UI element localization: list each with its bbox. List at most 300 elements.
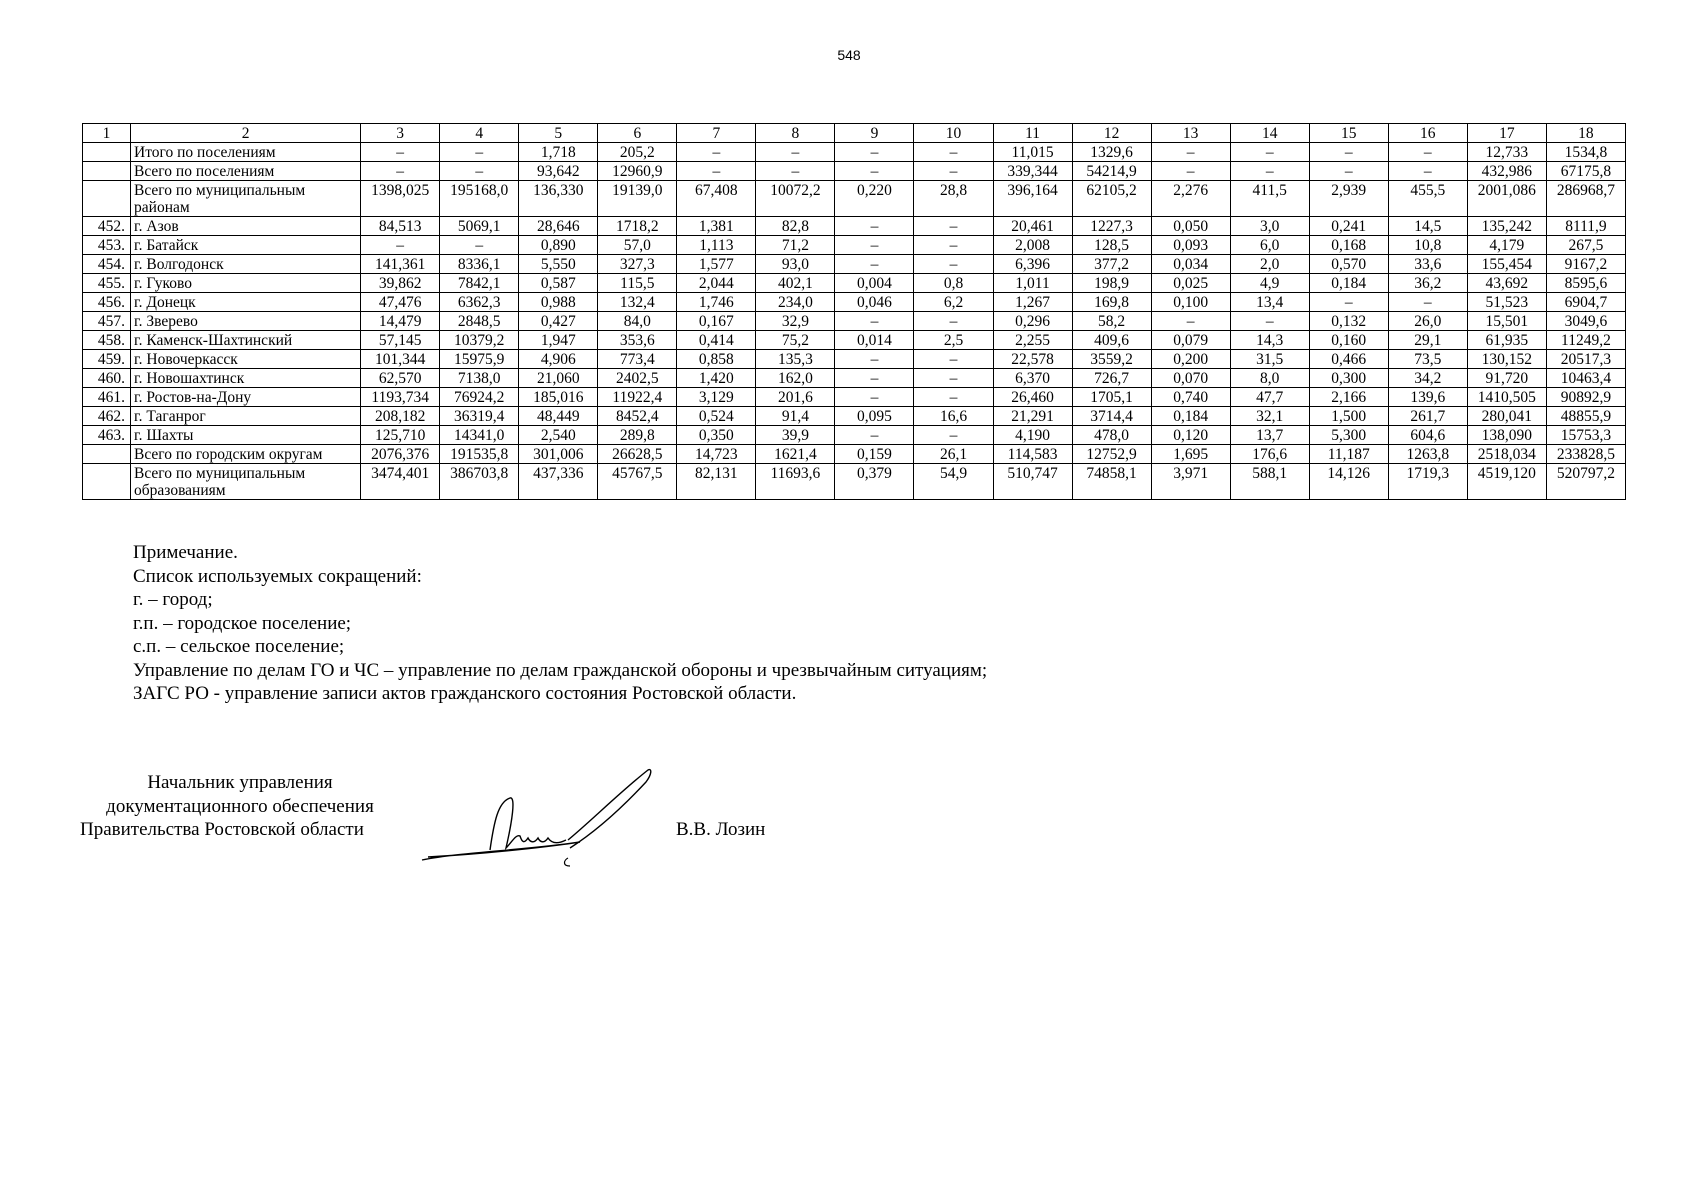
abbreviation-item: Управление по делам ГО и ЧС – управление по делам гражданской обороны и чрезвычайным ситуациям; (133, 659, 988, 681)
value-cell: 47,7 (1230, 388, 1309, 407)
row-number-cell: 453. (83, 236, 131, 255)
value-cell: 3714,4 (1072, 407, 1151, 426)
table-row (83, 162, 1626, 181)
row-name-cell: г. Новошахтинск (131, 369, 361, 388)
value-cell: 208,182 (361, 407, 440, 426)
value-cell: 6,2 (914, 293, 993, 312)
value-cell: 9167,2 (1546, 255, 1625, 274)
row-name-cell: Всего по муниципальным образованиям (131, 464, 361, 500)
value-cell: 6,0 (1230, 236, 1309, 255)
value-cell: 6904,7 (1546, 293, 1625, 312)
value-cell: 73,5 (1388, 350, 1467, 369)
value-cell: 0,570 (1309, 255, 1388, 274)
row-number-cell (83, 162, 131, 181)
value-cell: – (1230, 143, 1309, 162)
value-cell: 0,466 (1309, 350, 1388, 369)
value-cell: 15,501 (1467, 312, 1546, 331)
table-row (83, 388, 1626, 407)
value-cell: – (835, 388, 914, 407)
value-cell: 0,050 (1151, 217, 1230, 236)
value-cell: 604,6 (1388, 426, 1467, 445)
value-cell: 234,0 (756, 293, 835, 312)
value-cell: 0,132 (1309, 312, 1388, 331)
value-cell: 132,4 (598, 293, 677, 312)
table-row (83, 143, 1626, 162)
value-cell: 353,6 (598, 331, 677, 350)
value-cell: 13,7 (1230, 426, 1309, 445)
row-number-cell: 455. (83, 274, 131, 293)
column-number-header: 2 (131, 124, 361, 143)
value-cell: 130,152 (1467, 350, 1546, 369)
value-cell: – (361, 236, 440, 255)
value-cell: 0,858 (677, 350, 756, 369)
value-cell: 75,2 (756, 331, 835, 350)
value-cell: 26,1 (914, 445, 993, 464)
value-cell: – (914, 255, 993, 274)
value-cell: 36,2 (1388, 274, 1467, 293)
value-cell: 261,7 (1388, 407, 1467, 426)
value-cell: 2076,376 (361, 445, 440, 464)
column-number-header: 13 (1151, 124, 1230, 143)
row-name-cell: Всего по муниципальным районам (131, 181, 361, 217)
value-cell: 67,408 (677, 181, 756, 217)
value-cell: 1,113 (677, 236, 756, 255)
value-cell: – (677, 143, 756, 162)
value-cell: 91,4 (756, 407, 835, 426)
table-row (83, 445, 1626, 464)
value-cell: 0,014 (835, 331, 914, 350)
value-cell: 29,1 (1388, 331, 1467, 350)
row-number-cell: 456. (83, 293, 131, 312)
value-cell: 0,167 (677, 312, 756, 331)
value-cell: 36319,4 (440, 407, 519, 426)
value-cell: 135,242 (1467, 217, 1546, 236)
column-number-header: 6 (598, 124, 677, 143)
value-cell: 12752,9 (1072, 445, 1151, 464)
value-cell: 128,5 (1072, 236, 1151, 255)
value-cell: 0,988 (519, 293, 598, 312)
value-cell: 169,8 (1072, 293, 1151, 312)
value-cell: 2402,5 (598, 369, 677, 388)
value-cell: 0,296 (993, 312, 1072, 331)
value-cell: 432,986 (1467, 162, 1546, 181)
value-cell: – (440, 236, 519, 255)
value-cell: 8452,4 (598, 407, 677, 426)
value-cell: 185,016 (519, 388, 598, 407)
value-cell: 411,5 (1230, 181, 1309, 217)
value-cell: 2001,086 (1467, 181, 1546, 217)
value-cell: – (677, 162, 756, 181)
value-cell: 7138,0 (440, 369, 519, 388)
value-cell: 39,9 (756, 426, 835, 445)
value-cell: 4,9 (1230, 274, 1309, 293)
row-number-cell: 452. (83, 217, 131, 236)
value-cell: 0,046 (835, 293, 914, 312)
value-cell: 3474,401 (361, 464, 440, 500)
notes-subtitle: Список используемых сокращений: (133, 565, 422, 587)
row-number-cell: 457. (83, 312, 131, 331)
value-cell: 138,090 (1467, 426, 1546, 445)
value-cell: – (1388, 143, 1467, 162)
value-cell: 15975,9 (440, 350, 519, 369)
value-cell: – (361, 143, 440, 162)
value-cell: 12,733 (1467, 143, 1546, 162)
value-cell: 301,006 (519, 445, 598, 464)
value-cell: 84,513 (361, 217, 440, 236)
value-cell: 289,8 (598, 426, 677, 445)
table-row (83, 217, 1626, 236)
value-cell: 1,420 (677, 369, 756, 388)
row-name-cell: г. Гуково (131, 274, 361, 293)
value-cell: 48,449 (519, 407, 598, 426)
value-cell: 1398,025 (361, 181, 440, 217)
column-number-header: 3 (361, 124, 440, 143)
row-name-cell: г. Ростов-на-Дону (131, 388, 361, 407)
value-cell: – (914, 162, 993, 181)
value-cell: 726,7 (1072, 369, 1151, 388)
table-row (83, 369, 1626, 388)
position-line: Начальник управления (147, 772, 333, 793)
value-cell: 8111,9 (1546, 217, 1625, 236)
notes-title: Примечание. (133, 542, 238, 563)
value-cell: 139,6 (1388, 388, 1467, 407)
column-number-header: 16 (1388, 124, 1467, 143)
value-cell: 0,350 (677, 426, 756, 445)
abbreviation-item: г. – город; (133, 589, 213, 610)
value-cell: 478,0 (1072, 426, 1151, 445)
value-cell: 54,9 (914, 464, 993, 500)
value-cell: – (1388, 162, 1467, 181)
value-cell: 0,100 (1151, 293, 1230, 312)
row-name-cell: г. Зверево (131, 312, 361, 331)
value-cell: 773,4 (598, 350, 677, 369)
value-cell: 198,9 (1072, 274, 1151, 293)
column-number-header: 9 (835, 124, 914, 143)
row-number-cell: 462. (83, 407, 131, 426)
table-body (83, 124, 1626, 500)
column-number-header: 7 (677, 124, 756, 143)
abbreviation-item: с.п. – сельское поселение; (133, 636, 345, 657)
value-cell: 39,862 (361, 274, 440, 293)
value-cell: – (914, 312, 993, 331)
value-cell: 1263,8 (1388, 445, 1467, 464)
value-cell: 8595,6 (1546, 274, 1625, 293)
value-cell: 1,718 (519, 143, 598, 162)
value-cell: 11922,4 (598, 388, 677, 407)
value-cell: 339,344 (993, 162, 1072, 181)
value-cell: 15753,3 (1546, 426, 1625, 445)
value-cell: 1410,505 (1467, 388, 1546, 407)
value-cell: – (835, 236, 914, 255)
column-number-header: 5 (519, 124, 598, 143)
value-cell: 54214,9 (1072, 162, 1151, 181)
value-cell: 0,168 (1309, 236, 1388, 255)
value-cell: – (1309, 293, 1388, 312)
value-cell: 16,6 (914, 407, 993, 426)
value-cell: – (756, 143, 835, 162)
value-cell: – (835, 369, 914, 388)
value-cell: 510,747 (993, 464, 1072, 500)
value-cell: 2,166 (1309, 388, 1388, 407)
value-cell: – (835, 143, 914, 162)
value-cell: 0,890 (519, 236, 598, 255)
value-cell: 26628,5 (598, 445, 677, 464)
value-cell: 4519,120 (1467, 464, 1546, 500)
value-cell: 3,0 (1230, 217, 1309, 236)
value-cell: 6,396 (993, 255, 1072, 274)
value-cell: 233828,5 (1546, 445, 1625, 464)
row-name-cell: г. Азов (131, 217, 361, 236)
row-name-cell: г. Шахты (131, 426, 361, 445)
table-row (83, 464, 1626, 500)
value-cell: 0,587 (519, 274, 598, 293)
value-cell: 1,267 (993, 293, 1072, 312)
value-cell: – (1230, 162, 1309, 181)
value-cell: 201,6 (756, 388, 835, 407)
table-row (83, 293, 1626, 312)
value-cell: 2,5 (914, 331, 993, 350)
column-number-header: 14 (1230, 124, 1309, 143)
value-cell: 0,034 (1151, 255, 1230, 274)
value-cell: 0,120 (1151, 426, 1230, 445)
value-cell: 0,184 (1309, 274, 1388, 293)
value-cell: 176,6 (1230, 445, 1309, 464)
value-cell: 409,6 (1072, 331, 1151, 350)
table-row (83, 312, 1626, 331)
row-name-cell: г. Таганрог (131, 407, 361, 426)
value-cell: 136,330 (519, 181, 598, 217)
value-cell: 280,041 (1467, 407, 1546, 426)
value-cell: 2,0 (1230, 255, 1309, 274)
value-cell: 32,1 (1230, 407, 1309, 426)
value-cell: 0,8 (914, 274, 993, 293)
value-cell: – (914, 350, 993, 369)
value-cell: 0,414 (677, 331, 756, 350)
value-cell: 2,276 (1151, 181, 1230, 217)
value-cell: 13,4 (1230, 293, 1309, 312)
table-row (83, 426, 1626, 445)
value-cell: 19139,0 (598, 181, 677, 217)
value-cell: 0,079 (1151, 331, 1230, 350)
value-cell: 1718,2 (598, 217, 677, 236)
value-cell: 76924,2 (440, 388, 519, 407)
row-number-cell (83, 445, 131, 464)
value-cell: 1621,4 (756, 445, 835, 464)
row-name-cell: г. Новочеркасск (131, 350, 361, 369)
value-cell: 10463,4 (1546, 369, 1625, 388)
handwritten-signature (420, 762, 660, 872)
row-number-cell: 454. (83, 255, 131, 274)
value-cell: 11,187 (1309, 445, 1388, 464)
value-cell: 10,8 (1388, 236, 1467, 255)
value-cell: 1227,3 (1072, 217, 1151, 236)
value-cell: – (835, 350, 914, 369)
value-cell: 32,9 (756, 312, 835, 331)
table-row (83, 181, 1626, 217)
page-number: 548 (837, 47, 861, 63)
value-cell: 286968,7 (1546, 181, 1625, 217)
notes-block (133, 541, 987, 706)
row-name-cell: Итого по поселениям (131, 143, 361, 162)
table-row (83, 274, 1626, 293)
value-cell: 26,460 (993, 388, 1072, 407)
value-cell: 62105,2 (1072, 181, 1151, 217)
value-cell: 43,692 (1467, 274, 1546, 293)
value-cell: 1,695 (1151, 445, 1230, 464)
column-number-header: 18 (1546, 124, 1625, 143)
value-cell: 1705,1 (1072, 388, 1151, 407)
value-cell: 4,906 (519, 350, 598, 369)
value-cell: 21,291 (993, 407, 1072, 426)
value-cell: 3049,6 (1546, 312, 1625, 331)
value-cell: – (1151, 162, 1230, 181)
value-cell: 7842,1 (440, 274, 519, 293)
value-cell: 3,971 (1151, 464, 1230, 500)
value-cell: 195168,0 (440, 181, 519, 217)
row-number-cell (83, 464, 131, 500)
value-cell: 455,5 (1388, 181, 1467, 217)
value-cell: 1,011 (993, 274, 1072, 293)
value-cell: 82,8 (756, 217, 835, 236)
value-cell: 26,0 (1388, 312, 1467, 331)
value-cell: – (835, 162, 914, 181)
value-cell: 61,935 (1467, 331, 1546, 350)
value-cell: 114,583 (993, 445, 1072, 464)
value-cell: 327,3 (598, 255, 677, 274)
value-cell: 125,710 (361, 426, 440, 445)
value-cell: – (914, 236, 993, 255)
value-cell: 0,160 (1309, 331, 1388, 350)
value-cell: 1534,8 (1546, 143, 1625, 162)
row-name-cell: г. Батайск (131, 236, 361, 255)
value-cell: 1193,734 (361, 388, 440, 407)
value-cell: 520797,2 (1546, 464, 1625, 500)
value-cell: 28,8 (914, 181, 993, 217)
table-row (83, 407, 1626, 426)
value-cell: 4,179 (1467, 236, 1546, 255)
value-cell: 2,255 (993, 331, 1072, 350)
value-cell: 402,1 (756, 274, 835, 293)
row-number-cell: 458. (83, 331, 131, 350)
table-row (83, 236, 1626, 255)
value-cell: 6,370 (993, 369, 1072, 388)
value-cell: 0,524 (677, 407, 756, 426)
value-cell: 386703,8 (440, 464, 519, 500)
value-cell: 1329,6 (1072, 143, 1151, 162)
value-cell: 14,723 (677, 445, 756, 464)
value-cell: 14,479 (361, 312, 440, 331)
value-cell: 91,720 (1467, 369, 1546, 388)
table-row (83, 331, 1626, 350)
value-cell: 62,570 (361, 369, 440, 388)
value-cell: 5,550 (519, 255, 598, 274)
column-number-header: 8 (756, 124, 835, 143)
row-number-cell: 461. (83, 388, 131, 407)
value-cell: – (914, 217, 993, 236)
value-cell: 0,004 (835, 274, 914, 293)
value-cell: 0,070 (1151, 369, 1230, 388)
row-number-cell: 460. (83, 369, 131, 388)
column-number-header: 15 (1309, 124, 1388, 143)
value-cell: 191535,8 (440, 445, 519, 464)
abbreviation-item: ЗАГС РО - управление записи актов гражданского состояния Ростовской области. (133, 683, 797, 704)
value-cell: 0,241 (1309, 217, 1388, 236)
abbreviation-item: г.п. – городское поселение; (133, 612, 352, 634)
value-cell: 82,131 (677, 464, 756, 500)
value-cell: 101,344 (361, 350, 440, 369)
value-cell: 14341,0 (440, 426, 519, 445)
value-cell: 51,523 (1467, 293, 1546, 312)
value-cell: 377,2 (1072, 255, 1151, 274)
value-cell: 3,129 (677, 388, 756, 407)
data-table (82, 123, 1626, 500)
value-cell: 0,025 (1151, 274, 1230, 293)
value-cell: – (440, 162, 519, 181)
row-number-cell (83, 181, 131, 217)
value-cell: 588,1 (1230, 464, 1309, 500)
value-cell: 115,5 (598, 274, 677, 293)
row-number-cell (83, 143, 131, 162)
row-name-cell: г. Волгодонск (131, 255, 361, 274)
row-name-cell: г. Каменск-Шахтинский (131, 331, 361, 350)
table-row (83, 350, 1626, 369)
value-cell: 155,454 (1467, 255, 1546, 274)
value-cell: 8336,1 (440, 255, 519, 274)
value-cell: 1,381 (677, 217, 756, 236)
value-cell: – (914, 143, 993, 162)
value-cell: 1,947 (519, 331, 598, 350)
value-cell: 0,095 (835, 407, 914, 426)
value-cell: 22,578 (993, 350, 1072, 369)
value-cell: 0,300 (1309, 369, 1388, 388)
value-cell: 14,3 (1230, 331, 1309, 350)
value-cell: 47,476 (361, 293, 440, 312)
value-cell: 0,159 (835, 445, 914, 464)
value-cell: 84,0 (598, 312, 677, 331)
value-cell: 8,0 (1230, 369, 1309, 388)
value-cell: 67175,8 (1546, 162, 1625, 181)
value-cell: 0,093 (1151, 236, 1230, 255)
value-cell: 0,200 (1151, 350, 1230, 369)
value-cell: 141,361 (361, 255, 440, 274)
column-number-header: 10 (914, 124, 993, 143)
value-cell: 31,5 (1230, 350, 1309, 369)
value-cell: 1,746 (677, 293, 756, 312)
value-cell: – (914, 426, 993, 445)
value-cell: – (835, 426, 914, 445)
value-cell: 2,044 (677, 274, 756, 293)
value-cell: 71,2 (756, 236, 835, 255)
value-cell: – (914, 369, 993, 388)
value-cell: 2848,5 (440, 312, 519, 331)
value-cell: 135,3 (756, 350, 835, 369)
value-cell: 2,939 (1309, 181, 1388, 217)
value-cell: 0,427 (519, 312, 598, 331)
value-cell: 21,060 (519, 369, 598, 388)
value-cell: 90892,9 (1546, 388, 1625, 407)
value-cell: 20517,3 (1546, 350, 1625, 369)
value-cell: 6362,3 (440, 293, 519, 312)
value-cell: – (1151, 143, 1230, 162)
value-cell: – (440, 143, 519, 162)
value-cell: 14,5 (1388, 217, 1467, 236)
row-name-cell: Всего по поселениям (131, 162, 361, 181)
value-cell: 20,461 (993, 217, 1072, 236)
signer-name: В.В. Лозин (676, 819, 766, 840)
value-cell: 0,184 (1151, 407, 1230, 426)
value-cell: 58,2 (1072, 312, 1151, 331)
position-line: Правительства Ростовской области (80, 819, 364, 840)
